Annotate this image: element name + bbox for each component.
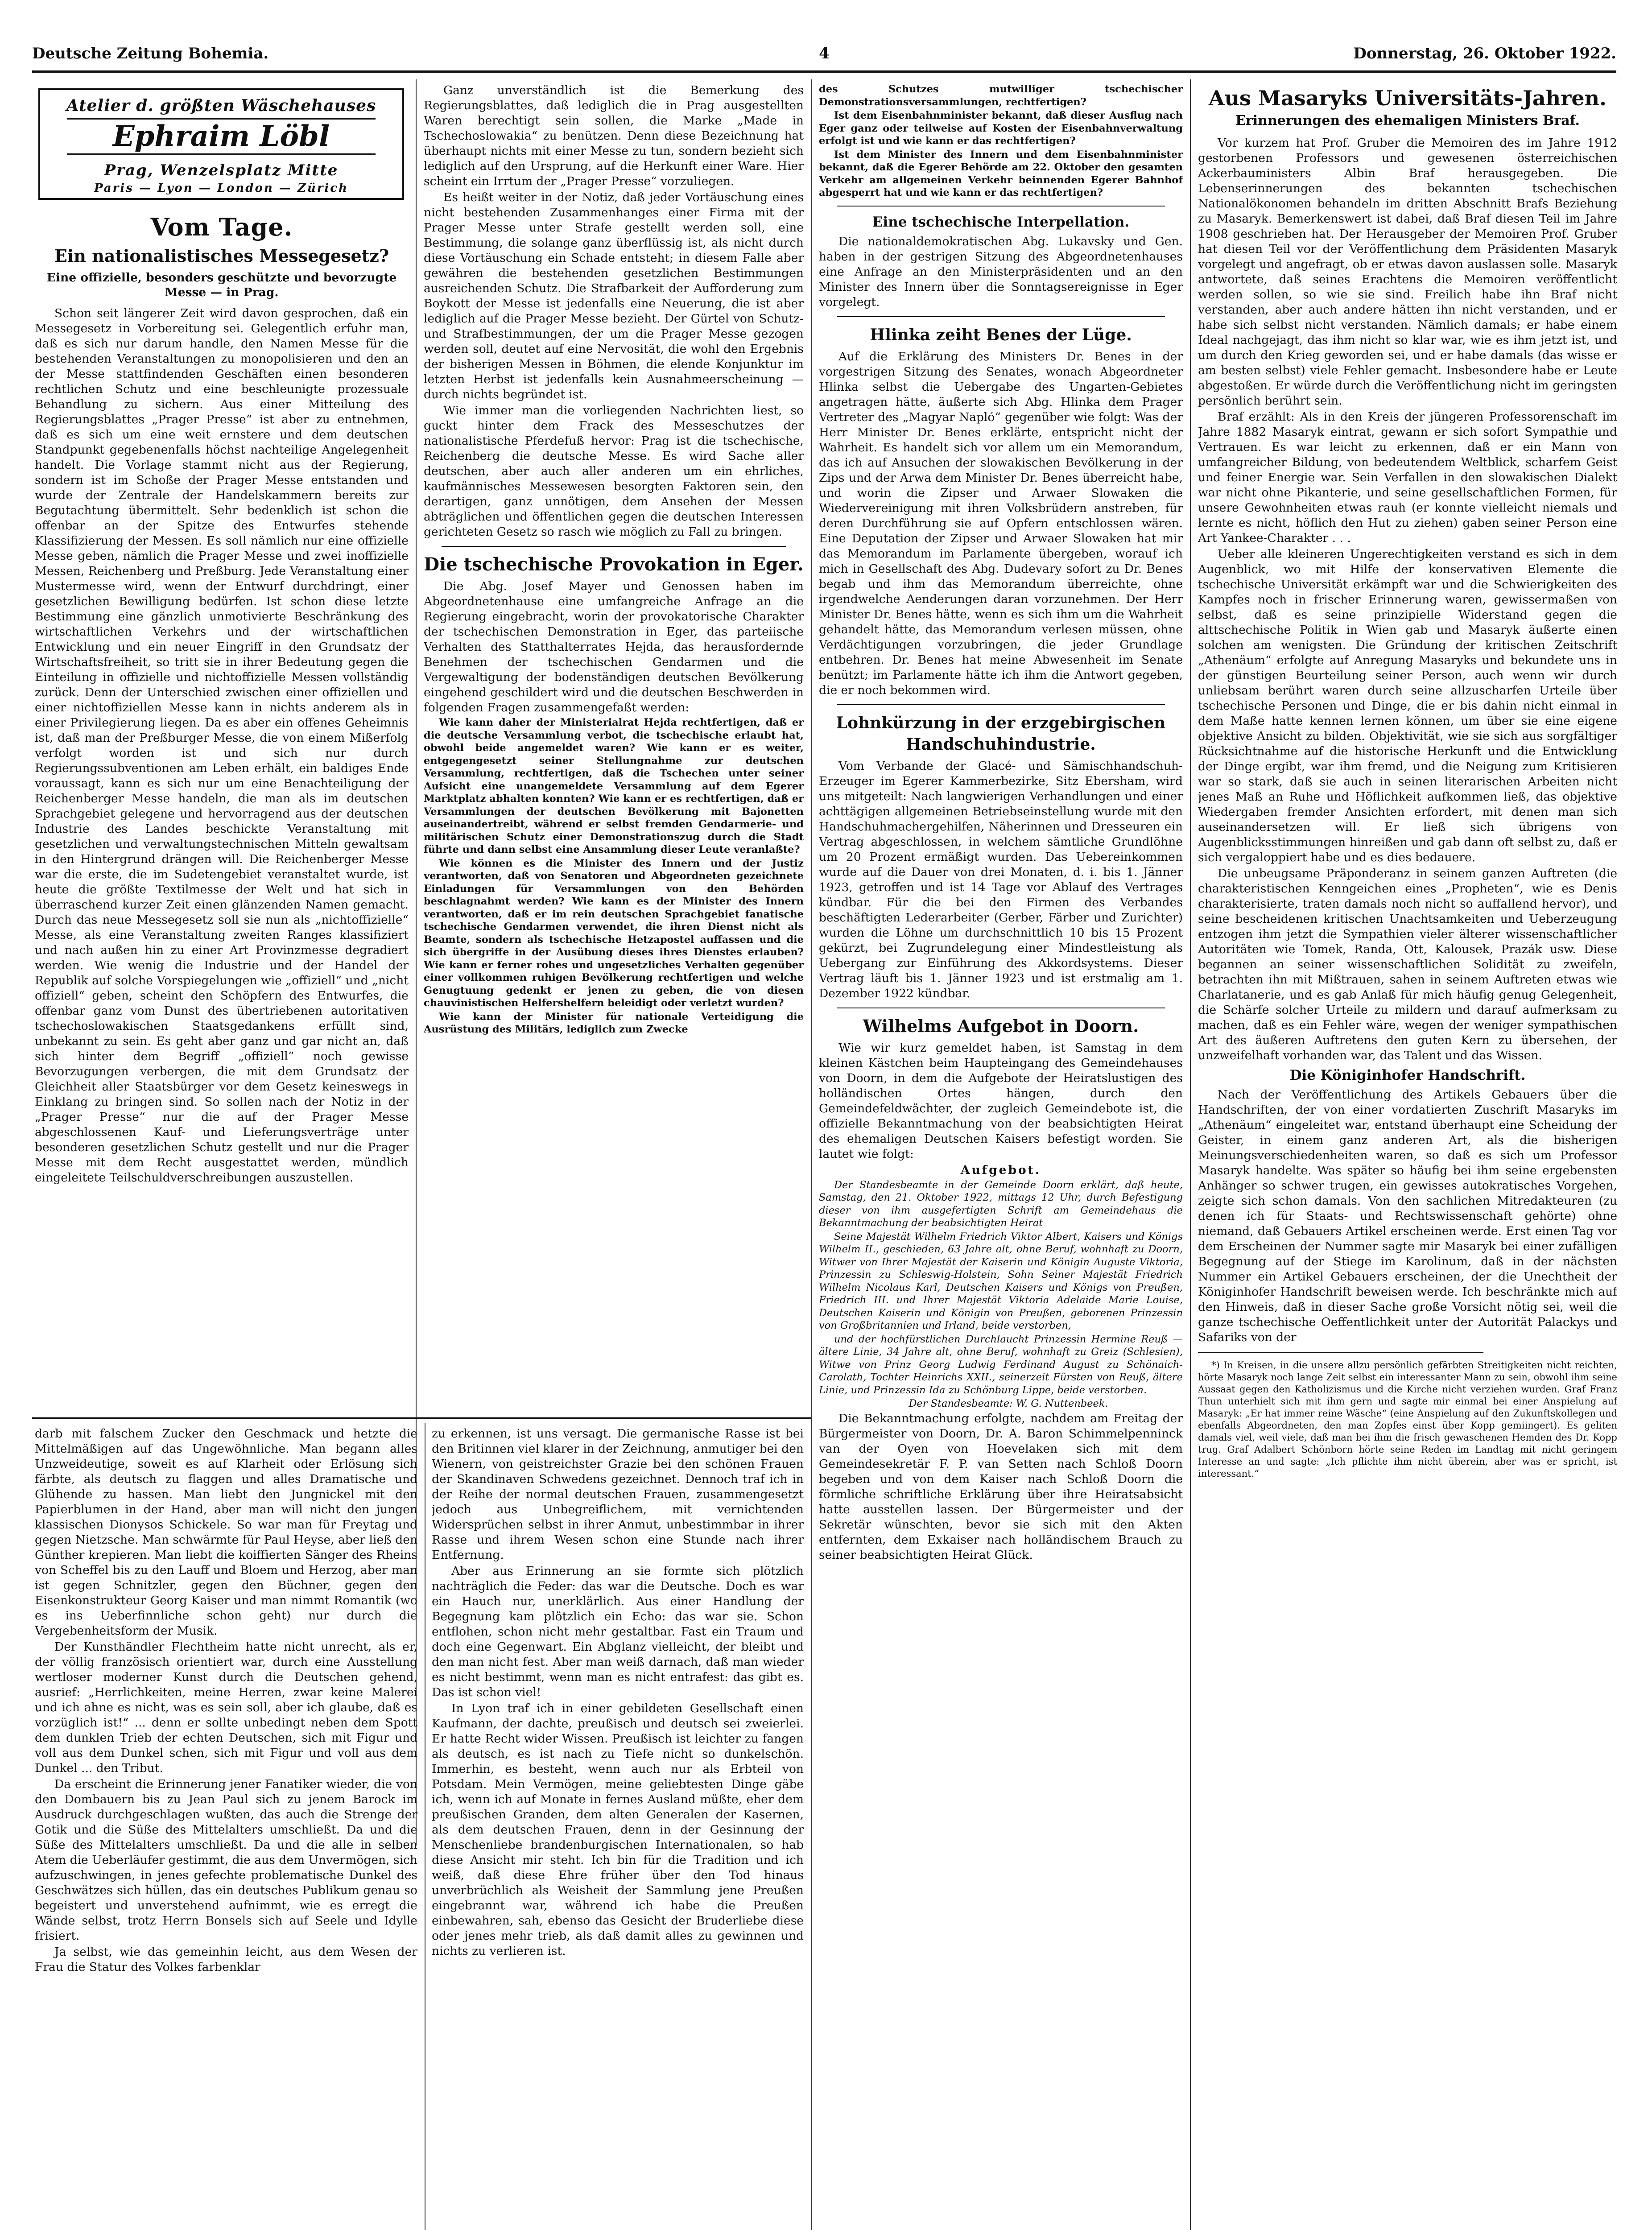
feuilleton-paragraph: Da erscheint die Erinnerung jener Fanatiker wieder, die von den Dombauern bis zu Jean Paul sich zu jenem Barock im Ausdruck durchgeschlagen wußten, das auch die Strenge der Gotik und die Süße des Mittelalters umschließt. Da und die Süße des Mittelalters umschließt. Da und die alle in selben Atem die Ueberläufer gestimmt, die aus dem Unvermögen, sich aufzuschwingen, in jenes gefechte problematische Dunkel des Geschwätzes sich hüllen, das ein deutsches Publikum genau so begeistert und unverstehend aufnimmt, wie es erregt die Wände selbst, trotz Herrn Bonsels sich auf Seele und Idylle frisiert.: [35, 1777, 417, 1943]
running-head: [32, 45, 1616, 67]
divider: [442, 546, 786, 547]
article-heading-lohnkuerzung: Lohnkürzung in der erzgebirgischen Handschuhindustrie.: [836, 713, 1166, 754]
article-subheading: Erinnerungen des ehemaligen Ministers Braf.: [1235, 113, 1580, 128]
article-paragraph: Die Abg. Josef Mayer und Genossen haben im Abgeordnetenhause eine umfangreiche Anfrage an die Regierung eingebracht, worin der provokatorische Charakter der tschechischen Demonstration in Eger, das parteiische Verhalten des Statthalterrates Hejda, das herausfordernde Benehmen der tschechischen Gendarmen und die Vergewaltigung der bodenständigen deutschen Bevölkerung eingehend geschildert wird und die deutschen Beschwerden in folgenden Fragen zusammengefaßt werden:: [424, 579, 804, 714]
ad-line-1: Atelier d. größten Wäschehauses: [66, 96, 376, 115]
ad-cities: Paris — Lyon — London — Zürich: [94, 182, 349, 195]
article-subheading: Eine offizielle, besonders geschützte und bevorzugte Messe — in Prag.: [46, 271, 397, 299]
divider: [837, 316, 1165, 317]
article-paragraph: Die unbeugsame Präponderanz in seinem ganzen Auftreten (die charakteristischen Kenngeichen eines „Propheten“, wie es Denis charakterisierte, traten damals noch nicht so auffallend hervor), und seine bescheidenen kritischen Unachtsamkeiten und Ueberzeugung entzogen ihm jetzt die Sympathien vieler älterer wissenschaftlicher Autoritäten wie Tomek, Randa, Ott, Kalousek, Prazák usw. Diese begannen an seiner wissenschaftlichen Solidität zu zweifeln, betrachten ihn mit Mißtrauen, sahen in seinem Auftreten etwas wie Charlatanerie, und es gab Anlaß für mich häufig genug Gelegenheit, die Schärfe solcher Urteile zu mildern und darauf aufmerksam zu machen, daß es ein Fehler wäre, wegen der weniger sympathischen Art des äußeren Auftretens den guten Kern zu übersehen, der unzweifelhaft vorhanden war, das Talent und das Wissen.: [1198, 867, 1617, 1062]
ephraim-loebl-advertisement: [38, 88, 404, 200]
article-paragraph: Braf erzählt: Als in den Kreis der jüngeren Professorenschaft im Jahre 1882 Masaryk eintrat, gewann er sich sofort Sympathie und Vertrauen. Es war leicht zu erkennen, daß er ein Mann von umfangreicher Bildung, von bedeutendem Weltblick, scharfem Geist und feiner Energie war. Sein Verfallen in den slowakischen Dialekt war nicht ohne Pikanterie, und seine gesellschaftlichen Formen, für unsere Gewohnheiten etwas rauh (er konnte vielleicht niemals und lernte es nicht, höflich den Hut zu ziehen) gaben seiner Person eine Art Yankee-Charakter . . .: [1198, 410, 1617, 545]
article-heading-eger: Die tschechische Provokation in Eger.: [424, 554, 804, 575]
article-paragraph: Wie immer man die vorliegenden Nachrichten liest, so guckt hinter dem Frack des Messeschutzes der nationalistische Pferdefuß hervor: Prag ist die tschechische, Reichenberg die deutsche Messe. Es wird Sache aller deutschen, aber auch aller anderen um ein ehrliches, kaufmännisches Messewesen besorgten Faktoren sein, den derartigen, ganz unnötigen, dem Ansehen der Messen abträglichen und öffentlichen gegen die deutschen Interessen gerichteten Gesetz so rasch wie möglich zu Fall zu bringen.: [424, 404, 804, 539]
feuilleton-paragraph: Ja selbst, wie das gemeinhin leicht, aus dem Wesen der Frau die Statur des Volkes farbenklar: [35, 1945, 417, 1974]
interpellation-questions: [424, 716, 804, 1036]
aufgebot-signature: Der Standesbeamte: W. G. Nuttenbeek.: [909, 1398, 1108, 1409]
article-paragraph: Ganz unverständlich ist die Bemerkung des Regierungsblattes, daß lediglich die in Prag ausgestellten Waren berechtigt sein sollen, die Marke „Made in Tschechoslowakia“ zu benützen. Denn diese Bezeichnung hat überhaupt nichts mit einer Messe zu tun, sondern bezieht sich lediglich auf den Ursprung, auf die Herkunft einer Ware. Hier scheint ein Irrtum der „Prager Presse“ vorzuliegen.: [424, 83, 804, 188]
feuilleton-paragraph: darb mit falschem Zucker den Geschmack und hetzte die Mittelmäßigen auf das Ungewöhnliche. Man begann alles Unzweideutige, soweit es auf Klarheit oder Erlösung sich färbte, als deutsch zu flaggen und alles Dramatische und Glühende zu hassen. Man liebt den Jungnickel mit den Papierblumen in der Hand, aber man will nicht den jungen klassischen Dionysos Schickele. So war man für Freytag und gegen Nietzsche. Man schwärmte für Paul Heyse, aber ließ den Günther krepieren. Man liebt die koiffierten Sänger des Rheins von Scheffel bis zu den Lauff und Bloem und Herzog, aber man ist gegen Schnitzler, gegen den Büchner, gegen den Eisenkonstrukteur Georg Kaiser und man nimmt Romantik (wo es ins Ueberfinnliche schon geht) nur durch die Vergebenheitsform der Musik.: [35, 1427, 417, 1638]
question-paragraph: Wie kann daher der Ministerialrat Hejda rechtfertigen, daß er die deutsche Versammlung verbot, die tschechische erlaubt hat, obwohl beide angemeldet waren? Wie kann er es weiter, entgegengesetzt seiner Stellungnahme zur deutschen Versammlung, rechtfertigen, daß die Tschechen unter seiner Aufsicht eine unangemeldete Versammlung auf dem Egerer Marktplatz abhalten konnten? Wie kann er es rechtfertigen, daß er Versammlungen der deutschen Bevölkerung mit Bajonetten auseinandertreibt, während er selbst fremden Gendarmerie- und militärischen Schutz einer Demonstrationszug durch die Stadt führte und dann selbst eine Ansammlung dieser Leute veranlaßte?: [424, 717, 804, 855]
section-title: Vom Tage.: [150, 213, 293, 241]
aufgebot-paragraph: und der hochfürstlichen Durchlaucht Prinzessin Hermine Reuß — ältere Linie, 34 Jahre alt, ohne Beruf, wohnhaft zu Greiz (Schlesien), Witwe von Prinz Georg Ludwig Ferdinand August zu Schönaich-Carolath, Tochter Heinrichs XXII., seinerzeit Fürsten von Reuß, ältere Linie, und Prinzessin Ida zu Schönburg Lippe, beide verstorben.: [819, 1333, 1183, 1396]
article-paragraph: Es heißt weiter in der Notiz, daß jeder Vortäuschung eines nicht bestehenden Zusammenhanges einer Firma mit der Prager Messe unter Strafe gestellt werden soll, eine Bestimmung, die solange ganz überflüssig ist, als nicht durch diese Vortäuschung ein Schade entsteht; in diesem Falle aber gewähren die bestehenden gesetzlichen Bestimmungen ausreichenden Schutz. Die Strafbarkeit der Aufforderung zum Boykott der Messe ist jedenfalls eine Neuerung, die ist aber lediglich auf die Prager Messe bezieht. Der Gürtel von Schutz- und Strafbestimmungen, der um die Prager Messe gezogen werden soll, deutet auf eine Nervosität, die wohl den Ergebnis der bisherigen Messen in Böhmen, die elende Konjunktur im letzten Herbst ist jedenfalls kein Ausnahmeerscheinung — durch nichts begründet ist.: [424, 190, 804, 401]
article-paragraph: Die nationaldemokratischen Abg. Lukavsky und Gen. haben in der gestrigen Sitzung des Abgeordnetenhauses eine Anfrage an den Ministerpräsidenten und an den Minister des Innern über die Sonntagsereignisse in Eger vorgelegt.: [819, 234, 1183, 309]
article-paragraph: Auf die Erklärung des Ministers Dr. Benes in der vorgestrigen Sitzung des Senates, wonach Abgeordneter Hlinka selbst die Uebergabe des Ungarten-Gebietes angetragen hätte, äußerte sich Abg. Hlinka dem Prager Vertreter des „Magyar Napló“ gegenüber wie folgt: Was der Herr Minister Dr. Benes erklärte, entspricht nicht der Wahrheit. Es handelt sich vor allem um ein Memorandum, das ich auf Ansuchen der slowakischen Bevölkerung in der Zips und der Arwa dem Minister Dr. Benes überreicht habe, und worin die Zipser und Arwaer Slowaken die Wiedervereinigung mit ihren Volksbrüdern anstreben, für deren Durchführung sie auf Opfern entschlossen wären. Eine Deputation der Zipser und Arwaer Slowaken hat mir das Memorandum im Parlamente übergeben, worauf ich mich in Gesellschaft des Abg. Dudevary sofort zu Dr. Benes begab und ihm das Memorandum überreichte, ohne irgendwelche Aenderungen daran vorzunehmen. Der Herr Minister Dr. Benes hätte, wenn es sich ihm um die Wahrheit gehandelt hätte, das Memorandum verlesen müssen, ohne Verdächtigungen vorzubringen, die jeder Grundlage entbehren. Dr. Benes hat meine Abwesenheit im Senate benützt; im Parlamente hätte ich ihm die Antwort gegeben, die er noch bekommen wird.: [819, 349, 1183, 697]
question-paragraph: Ist dem Eisenbahnminister bekannt, daß dieser Ausflug nach Eger ganz oder teilweise auf Kosten der Eisenbahnverwaltung erfolgt ist und wie kann er das rechtfertigen?: [819, 110, 1183, 147]
ad-company-name: Ephraim Löbl: [67, 118, 376, 155]
article-paragraph: Schon seit längerer Zeit wird davon gesprochen, daß ein Messegesetz in Vorbereitung sei. Gelegentlich erfuhr man, daß es sich nur darum handle, den Namen Messe für die bestehenden Veranstaltungen zu monopolisieren und den an der Messe stattfindenden Geschäften einen besonderen rechtlichen Schutz und eine beschleunigte prozessuale Behandlung zu sichern. Aus einer Mitteilung des Regierungsblattes „Prager Presse“ ist aber zu entnehmen, daß es sich um eine weit ernstere und dem deutschen Standpunkt gegebenenfalls höchst nachteilige Angelegenheit handelt. Die Vorlage stammt nicht aus der Regierung, sondern ist im Schoße der Prager Messe entstanden und wurde der Zentrale der Handelskammern bereits zur Begutachtung übermittelt. Sehr bedenklich ist schon die offenbar an der Spitze des Entwurfes stehende Klassifizierung der Messen. Es soll nämlich nur eine offizielle Messe geben, nämlich die Prager Messe und zwei inoffizielle Messen, Reichenberg und Preßburg. Jede Veranstaltung einer Mustermesse wird, wenn der Entwurf durchdringt, einer gesetzlichen Bewilligung bedürfen. Ist schon diese letzte Bestimmung eine gänzlich unmotivierte Beschränkung des wirtschaftlichen Verkehrs und der wirtschaftlichen Entwicklung und ein neuer Eingriff in den Grundsatz der Wirtschaftsfreiheit, so tritt sie in ihrer Bedeutung gegen die Einteilung in offizielle und nichtoffizielle Messen vollständig zurück. Denn der Unterschied zwischen einer offiziellen und einer nichtoffiziellen Messe kann in nichts anderem als in einer Privilegierung liegen. Da es aber ein offenes Geheimnis ist, daß man der Preßburger Messe, die von einem Mißerfolg verfolgt worden ist und sich nur durch Regierungssubventionen am Leben erhält, ein baldiges Ende voraussagt, kann es sich nur um eine Benachteiligung der Reichenberger Messe handeln, die man als im deutschen Sprachgebiet gelegene und hervorragend aus der deutschen Industrie des Landes beschickte Veranstaltung mit gesetzlichen und verwaltungstechnischen Mitteln gewaltsam in den Hintergrund drängen will. Die Reichenberger Messe war die erste, die im Sudetengebiet veranstaltet wurde, ist heute die größte Textilmesse der Welt und hat sich in überraschend kurzer Zeit einen glänzenden Namen gemacht. Durch das neue Messegesetz soll sie nun als „nichtoffizielle“ Messe, als eine Veranstaltung zweiten Ranges klassifiziert und nach außen hin zu einer Art Provinzmesse degradiert werden. Wie wenig die Industrie und der Handel der Republik auf solche Vorspiegelungen wie „offiziell“ und „nicht offiziell“ geben, scheint den Schöpfern des Entwurfes, die offenbar ganz vom Dunst des übertriebenen autoritativen tschechoslowakischen Staatsgedankens erfüllt sind, unbekannt zu sein. Es geht aber ganz und gar nicht an, daß sich hinter dem Begriff „offiziell“ noch gewisse Bevorzugungen verbergen, die mit dem Grundsatz der Gleichheit aller Staatsbürger vor dem Gesetz keineswegs in Einklang zu bringen sind. So sollen nach der Notiz in der „Prager Presse“ nur die auf der Prager Messe abgeschlossenen Kauf- und Lieferungsverträge unter besonderen gesetzlichen Schutz gestellt und nur die Prager Messe mit dem Recht ausgestattet werden, mündlich eingeleitete Teilschuldverschreibungen auszustellen.: [35, 306, 409, 1185]
question-paragraph: des Schutzes mutwilliger tschechischer Demonstrationsversammlungen, rechtfertigen?: [819, 83, 1183, 108]
column-rule: [811, 79, 812, 2230]
article-heading-hlinka: Hlinka zeiht Benes der Lüge.: [870, 325, 1132, 344]
aufgebot-paragraph: Seine Majestät Wilhelm Friedrich Viktor Albert, Kaisers und Königs Wilhelm II., geschieden, 63 Jahre alt, ohne Beruf, wohnhaft zu Doorn, Witwer von Ihrer Majestät der Kaiserin und Königin Auguste Viktoria, Prinzessin zu Schleswig-Holstein, Sohn Seiner Majestät Friedrich Wilhelm Nicolaus Karl, Deutschen Kaisers und Königs von Preußen, Friedrich III. und Ihrer Majestät Viktoria Adelaide Marie Louise, Deutschen Kaiserin und Königin von Preußen, geborenen Prinzessin von Großbritannien und Irland, beide verstorben,: [819, 1231, 1183, 1331]
feuilleton-column-a: [35, 1426, 417, 2230]
aufgebot-paragraph: Der Standesbeamte in der Gemeinde Doorn erklärt, daß heute, Samstag, den 21. Oktober 1922, mittags 12 Uhr, durch Befestigung dieser von ihm ausgefertigten Schrift am Gemeindehaus die Bekanntmachung der beabsichtigten Heirat: [819, 1179, 1183, 1229]
column-1: [35, 210, 409, 1414]
question-paragraph: Wie kann der Minister für nationale Verteidigung die Ausrüstung des Militärs, lediglich zum Zwecke: [424, 1011, 804, 1035]
question-paragraph: Ist dem Minister des Innern und dem Eisenbahnminister bekannt, daß die Egerer Behörde am 22. Oktober den gesamten Verkehr am allgemeinen Verkehr beinnenden Egerer Bahnhof abgesperrt hat und wie kann er das rechtfertigen?: [819, 149, 1183, 198]
column-4: [1198, 83, 1617, 2230]
feuilleton-paragraph: Der Kunsthändler Flechtheim hatte nicht unrecht, als er, der völlig französisch orientiert war, durch eine Ausstellung wertloser moderner Kunst durch die Deutschen gehend, ausrief: „Herrlichkeiten, meine Herren, zwar keine Malerei und ich ahne es nicht, was es sein soll, aber ich glaube, daß es vorzüglich ist!“ ... denn er sollte unbedingt neben dem Spott dem dunklen Trieb der echten Deutschen, sich mit Figur und voll aus dem Dunkel schen, sich mit Figur und voll aus dem Dunkel ... den Tribut.: [35, 1640, 417, 1775]
column-2: [424, 83, 804, 1414]
article-subsection-handschrift: Die Königinhofer Handschrift.: [1289, 1067, 1526, 1083]
article-heading-interpellation: Eine tschechische Interpellation.: [872, 214, 1130, 230]
feuilleton-paragraph: Aber aus Erinnerung an sie formte sich plötzlich nachträglich die Feder: das war die Deutsche. Doch es war ein Hauch nur, unerklärlich. Aus einer Handlung der Begegnung kam plötzlich ein Echo: das war sie. Schon entflohen, schon nicht mehr gestaltbar. Fast ein Traum und doch eine Gegenwart. Ein Abglanz vielleicht, der bleibt und den man nicht fest. Aber man weiß darnach, daß man wieder es nicht bestimmt, wenn man es nicht entrafest: das gibt es. Das ist schon viel!: [432, 1564, 804, 1699]
feuilleton-column-b: [432, 1426, 804, 2230]
article-heading-messegesetz: Ein nationalistisches Messegesetz?: [54, 246, 389, 266]
column-3: [819, 83, 1183, 2230]
question-paragraph: Wie können es die Minister des Innern und der Justiz verantworten, daß von Senatoren und Abgeordneten gezeichnete Einladungen für Versammlungen von den Behörden beschlagnahmt werden? Wie kann es der Minister des Innern verantworten, daß er im rein deutschen Sprachgebiet fanatische tschechische Gendarmen verwendet, die ihren Dienst nicht als Beamte, sondern als tschechische Hetzapostel auffassen und die sich übergriffe in der Ausübung dieses ihres Dienstes erlauben? Wie kann er ferner rohes und ungesetzliches Verhalten gegenüber einer vollkommen ruhigen Bevölkerung rechtfertigen und welche Genugtuung gedenkt er jenen zu geben, die von diesen chauvinistischen Helfershelfern beleidigt oder verletzt wurden?: [424, 857, 804, 1009]
feuilleton-paragraph: zu erkennen, ist uns versagt. Die germanische Rasse ist bei den Britinnen viel klarer in der Zeichnung, anmutiger bei den Wienern, von geistreichster Grazie bei den schönen Frauen der Skandinaven Schwedens gezeichnet. Dennoch traf ich in der Reihe der normal deutschen Frauen, zusammengesetzt jedoch aus Unbegreiflichem, mit vernichtenden Widersprüchen selbst in ihrer Anmut, unbestimmbar in ihrer Rasse und ihrem Wesen schon eine Stunde nach ihrer Entfernung.: [432, 1427, 804, 1562]
aufgebot-text: [819, 1179, 1183, 1410]
article-paragraph: Vor kurzem hat Prof. Gruber die Memoiren des im Jahre 1912 gestorbenen Professors und gewesenen österreichischen Ackerbauministers Albin Braf herausgegeben. Die Lebenserinnerungen des bekannten tschechischen Nationalökonomen behandeln im dritten Abschnitt Brafs Beziehung zu Masaryk. Bemerkenswert ist dabei, daß Braf diesen Teil im Jahre 1908 geschrieben hat. Der Herausgeber der Memoiren Prof. Gruber hat diesen Teil vor der Veröffentlichung dem Präsidenten Masaryk vorgelegt und angefragt, ob er etwas davon auslassen solle. Masaryk antwortete, daß seines Erachtens die Memoiren veröffentlicht werden sollen, so wie sie sind. Freilich habe ihn Braf nicht verstanden, aber auch andere hätten ihn nicht verstanden, und er habe sich selbst nicht verstanden. Nämlich damals; er habe einem Ideal nachgejagt, das ihm nicht so klar war, wie es ihm jetzt ist, und um durch den Krieg geworden sei, und er habe damals (das wisse er am besten selbst) viele Fehler gemacht. Insbesondere habe er Leute abgestoßen. Er würde durch die Veröffentlichung nicht im geringsten persönlich berührt sein.: [1198, 136, 1617, 408]
page-number: 4: [819, 45, 830, 62]
header-rule: [32, 70, 1616, 73]
interpellation-questions-continued: [819, 83, 1183, 199]
article-heading-doorn: Wilhelms Aufgebot in Doorn.: [863, 1016, 1139, 1036]
article-paragraph: Vom Verbande der Glacé- und Sämischhandschuh-Erzeuger im Egerer Kammerbezirke, Sitz Ebersham, wird uns mitgeteilt: Nach langwierigen Verhandlungen und einer achttägigen allgemeinen Betriebseinstellung wurde mit den Handschuhmachergehilfen, Näherinnen und Dresseuren ein Vertrag abgeschlossen, in welchem sämtliche Grundlöhne um 20 Prozent ermäßigt wurden. Das Uebereinkommen wurde auf die Dauer von drei Monaten, d. i. bis 1. Jänner 1923, getroffen und ist 14 Tage vor Ablauf des Vertrages kündbar. Für die bei den Firmen des Verbandes beschäftigten Lederarbeiter (Gerber, Färber und Zurichter) wurden die Löhne um durchschnittlich 10 bis 15 Prozent gekürzt, bei Zugrundelegung einer Mindestleistung als Uebergang zur Einführung des Akkordsystems. Dieser Vertrag läuft bis 1. Jänner 1923 und ist erstmalig am 1. Dezember 1922 kündbar.: [819, 759, 1183, 1000]
footnote-rule: [1198, 1352, 1483, 1353]
article-paragraph: Die Bekanntmachung erfolgte, nachdem am Freitag der Bürgermeister von Doorn, Dr. A. Baron Schimmelpenninck van der Oyen von Hoevelaken sich mit dem Gemeindesekretär F. P. van Setten nach Schloß Doorn begeben und von dem Kaiser nach Schloß Doorn die förmliche schriftliche Erklärung über ihre Heiratsabsicht hatte ausstellen lassen. Der Bürgermeister und der Sekretär wünschten, bevor sie sich mit den Akten entfernten, dem Exkaiser nach holländischem Brauch zu seiner beabsichtigten Heirat Glück.: [819, 1411, 1183, 1562]
ad-address: Prag, Wenzelsplatz Mitte: [104, 161, 339, 179]
feuilleton-rule: [32, 1417, 811, 1419]
article-paragraph: Nach der Veröffentlichung des Artikels Gebauers über die Handschriften, der von einer vordatierten Zuschrift Masaryks im „Athenäum“ eingeleitet war, entstand überhaupt eine Scheidung der Geister, in einem ganz anderen Art, als die bisherigen Meinungsverschiedenheiten waren, so daß es sich um Professor Masaryk handelte. Was später so häufig bei ihm seine ergebensten Anhänger so schwer trugen, ein gewisses autokratisches Vorgehen, zeigte sich schon damals. Von den sachlichen Mitredakteuren (zu denen ich für Staats- und Rechtswissenschaft gehörte) ohne niemand, daß Gebauers Artikel erscheinen werde. Erst einen Tag vor dem Erscheinen der Nummer sagte mir Masaryk bei einer zufälligen Begegnung auf der Stiege im Karolinum, daß in der nächsten Nummer ein Artikel Gebauers erscheinen, der die Unechtheit der Königinhofer Handschrift beweisen werde. Ich beschränkte mich auf den Hinweis, daß in dieser Sache große Vorsicht nötig sei, weil die ganze tschechische Oeffentlichkeit unter der Autorität Palackys und Safariks von der: [1198, 1088, 1617, 1344]
article-paragraph: Wie wir kurz gemeldet haben, ist Samstag in dem kleinen Kästchen beim Haupteingang des Gemeindehauses von Doorn, in dem die Aufgebote der Heiratslustigen des holländischen Ortes hängen, durch den Gemeindefeldwächter, der zugleich Gemeindebote ist, die offizielle Bekanntmachung von der beabsichtigten Heirat des ehemaligen Deutschen Kaisers befestigt worden. Sie lautet wie folgt:: [819, 1041, 1183, 1161]
footnote: [1198, 1359, 1617, 1480]
paper-name: Deutsche Zeitung Bohemia.: [32, 45, 269, 62]
article-heading-masaryk: Aus Masaryks Universitäts-Jahren.: [1208, 86, 1607, 110]
issue-date: Donnerstag, 26. Oktober 1922.: [1353, 45, 1616, 62]
column-rule: [1190, 79, 1191, 2230]
feuilleton-paragraph: In Lyon traf ich in einer gebildeten Gesellschaft einen Kaufmann, der dachte, preußisch und deutsch sei zweierlei. Er hatte Recht wider Wissen. Preußisch ist leichter zu fangen als deutsch, es ist nach zu Tiefe nicht so dunkelschön. Immerhin, es besteht, wenn auch nur als Erbteil von Potsdam. Mein Vermögen, meine geliebtesten Dinge gäbe ich, wenn ich auf Monate in fernes Ausland müßte, eher dem preußischen Granden, dem alten Generalen der Kasernen, als dem deutschen Frauen, denn in der Gesinnung der Menschenliebe brandenburgischen Internationalen, so hab diese Ansicht mir steht. Ich bin für die Tradition und ich weiß, daß diese Ehre früher über den Tod hinaus unverbrüchlich als Weisheit der Sammlung jene Preußen eingebrannt war, während ich habe die Preußen einbewahren, sah, ebenso das Gesicht der Bruderliebe diese oder jenes mehr trieb, als daß damit alles zu gewinnen und nichts zu verlieren ist.: [432, 1701, 804, 1958]
article-paragraph: Ueber alle kleineren Ungerechtigkeiten verstand es sich in dem Augenblick, wo mit Hilfe der konservativen Elemente die tschechische Universität erkämpft war und die Schwierigkeiten des Kampfes noch in frischer Erinnerung waren, gewissermaßen von selbst, daß es seine prinzipielle Widerstand gegen die alttschechische Politik in Wien gab und Masaryk äußerte einen solchen am wenigsten. Die Gründung der kritischen Zeitschrift „Athenäum“ erfolgte auf Anregung Masaryks und bekundete uns in der günstigen Beurteilung seiner Person, auch wenn wir durch unliebsam berührt waren durch seine allzuscharfen Urteile über tschechische Personen und Dinge, die er bis dahin nicht einmal in dem Maße hatte kennen lernen können, um über sie eine eigene objektive Ansicht zu bilden. Objektivität, wie sie sich aus sorgfältiger Rücksichtnahme auf die historische Herkunft und die Entwicklung der Dinge ergibt, war ihm fremd, und die Neigung zum Kritisieren war so stark, daß sie auch in seinen literarischen Arbeiten nicht jenes Maß an Ruhe und Höflichkeit aufkommen ließ, das objektive Wiedergaben fremder Ansichten erfordert, mit denen man sich auseinandersetzen will. Er ließ sich übrigens von Augenblicksstimmungen hinreißen und gab dann oft selbst zu, daß er sich vergaloppiert habe und es dies bedauere.: [1198, 547, 1617, 864]
aufgebot-title: Aufgebot.: [960, 1163, 1041, 1177]
footnote-text: *) In Kreisen, in die unsere allzu persönlich gefärbten Streitigkeiten nicht reichten, hörte Masaryk noch lange Zeit selbst ein interessanter Mann zu sein, obwohl ihm seine Aussaat gegen den Katholizismus und die Kirche nicht verziehen wurden. Graf Franz Thun unterhielt sich mit ihm gern und sagte mir einmal bei einer Anspielung auf Masaryk: „Er hat immer reine Wäsche“ (eine Anspielung auf den Zukunftskollegen und ebenfalls Abgeordneten, den man Zopfes einst über Kopp gemiingert). Es geliten damals viel, weil viele, daß man bei ihm die frisch gewaschenen Hemden des Dr. Kopp trug. Graf Adalbert Schönborn hörte seine Reden im Landtag mit nicht geringem Interesse an und sagte: „Ich pflichte ihm nicht überein, aber was er spricht, ist interessant.“: [1198, 1360, 1617, 1479]
divider: [837, 704, 1165, 705]
